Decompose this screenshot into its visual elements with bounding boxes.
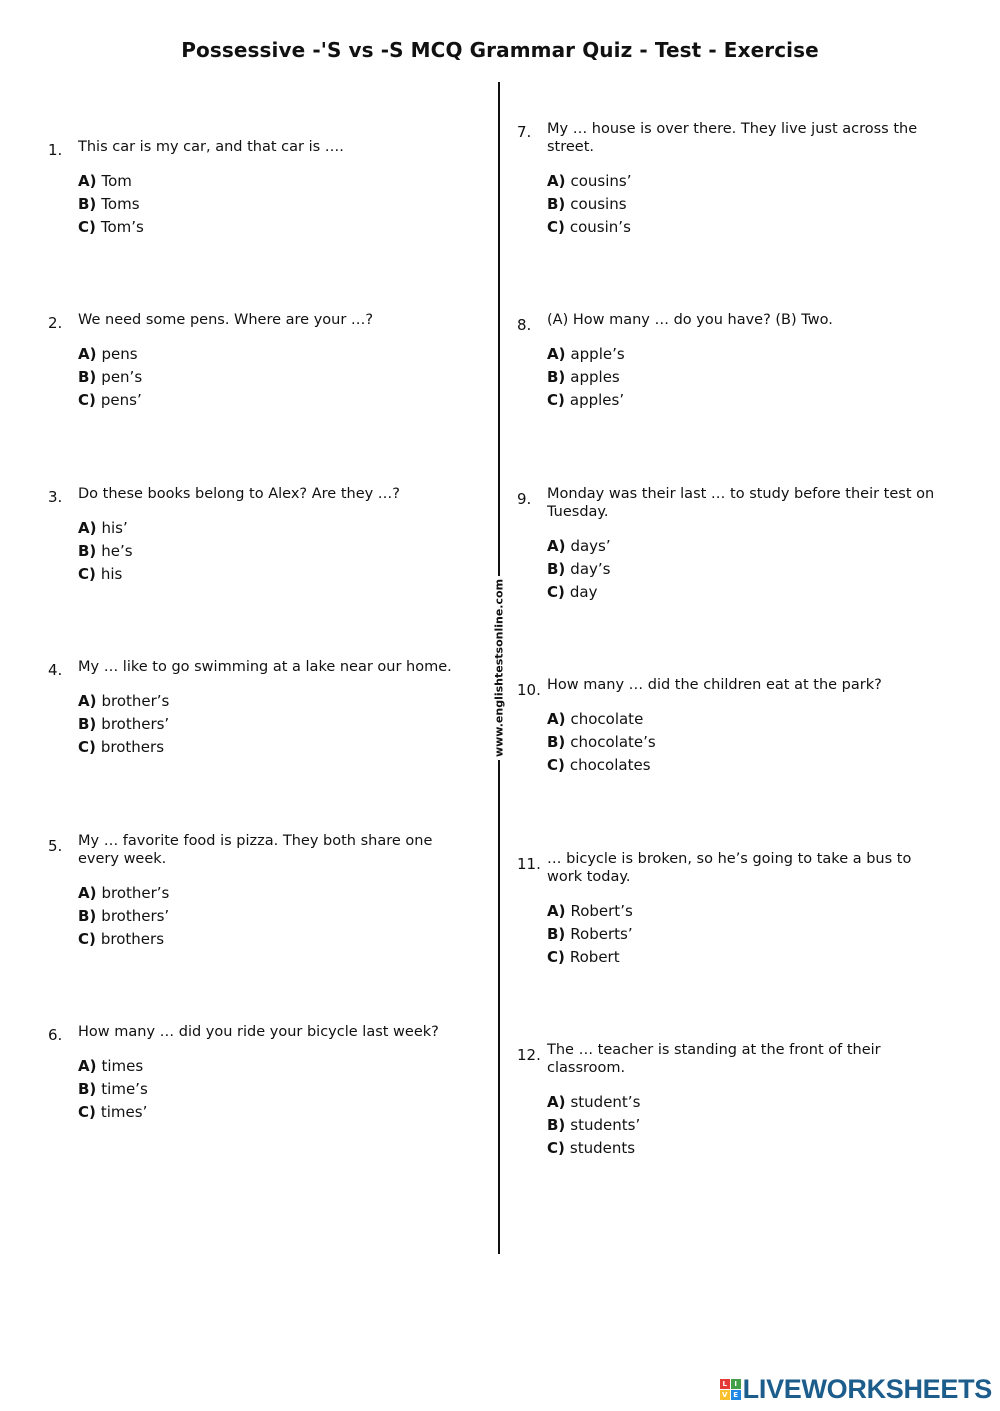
option-text: times <box>101 1057 144 1075</box>
option-b[interactable] <box>547 193 631 216</box>
option-text: cousins’ <box>570 172 632 190</box>
option-text: apples’ <box>569 390 625 409</box>
question-text: My … like to go swimming at a lake near our home. <box>78 659 452 675</box>
question-text: (A) How many … do you have? (B) Two. <box>547 312 833 328</box>
question-number: 4. <box>48 661 63 679</box>
option-letter: C) <box>547 390 565 409</box>
option-b[interactable] <box>78 193 144 216</box>
option-b[interactable] <box>78 905 169 928</box>
option-text: his’ <box>101 519 128 537</box>
option-list <box>547 900 633 968</box>
logo-text: LIVEWORKSHEETS <box>742 1374 992 1404</box>
option-c[interactable] <box>547 581 611 604</box>
option-text: Robert <box>569 947 620 966</box>
option-letter: B) <box>547 1115 566 1134</box>
option-list <box>78 882 169 950</box>
option-b[interactable] <box>547 731 656 754</box>
option-a[interactable] <box>78 170 144 193</box>
option-list <box>78 343 142 411</box>
question-text: This car is my car, and that car is …. <box>78 139 344 155</box>
option-letter: A) <box>78 345 97 363</box>
option-text: day’s <box>570 559 611 578</box>
option-list <box>547 170 631 238</box>
option-letter: B) <box>78 1079 97 1098</box>
option-letter: B) <box>547 732 566 751</box>
option-letter: C) <box>78 564 96 583</box>
question-number: 12. <box>517 1046 541 1064</box>
option-letter: B) <box>547 367 566 386</box>
option-letter: C) <box>78 737 96 756</box>
option-b[interactable] <box>547 1114 640 1137</box>
option-text: student’s <box>570 1093 641 1111</box>
option-c[interactable] <box>547 946 633 969</box>
option-letter: A) <box>78 1057 97 1075</box>
question-number: 2. <box>48 314 63 332</box>
option-letter: B) <box>78 541 97 560</box>
option-letter: C) <box>547 582 565 601</box>
option-b[interactable] <box>78 366 142 389</box>
option-a[interactable] <box>78 517 133 540</box>
option-a[interactable] <box>547 535 611 558</box>
option-b[interactable] <box>78 713 169 736</box>
option-b[interactable] <box>547 923 633 946</box>
option-text: apples <box>570 367 620 386</box>
option-text: pen’s <box>101 367 143 386</box>
option-letter: B) <box>547 559 566 578</box>
side-url-watermark: www.englishtestsonline.com <box>493 576 506 760</box>
option-letter: A) <box>547 345 566 363</box>
question-number: 5. <box>48 837 63 855</box>
option-list <box>547 1091 640 1159</box>
option-letter: C) <box>78 390 96 409</box>
option-text: students <box>569 1138 636 1157</box>
option-letter: B) <box>547 194 566 213</box>
option-c[interactable] <box>78 928 169 951</box>
option-b[interactable] <box>547 366 625 389</box>
option-letter: A) <box>547 902 566 920</box>
option-letter: A) <box>547 1093 566 1111</box>
option-letter: B) <box>547 924 566 943</box>
logo-letter: I <box>731 1379 741 1389</box>
option-text: pens’ <box>100 390 142 409</box>
option-text: days’ <box>570 537 611 555</box>
option-a[interactable] <box>547 343 625 366</box>
option-text: chocolate <box>570 710 644 728</box>
option-a[interactable] <box>547 708 656 731</box>
question-number: 1. <box>48 141 63 159</box>
option-text: brothers’ <box>101 714 170 733</box>
option-text: pens <box>101 345 138 363</box>
option-text: brother’s <box>101 692 170 710</box>
question-text: Do these books belong to Alex? Are they …? <box>78 486 401 502</box>
question-number: 9. <box>517 490 532 508</box>
option-text: Roberts’ <box>570 924 633 943</box>
option-letter: B) <box>78 714 97 733</box>
option-a[interactable] <box>547 170 631 193</box>
liveworksheets-logo[interactable] <box>720 1374 992 1405</box>
option-list <box>78 1055 148 1123</box>
option-text: Tom <box>101 172 132 190</box>
logo-letter: V <box>720 1390 730 1400</box>
question-number: 10. <box>517 681 541 699</box>
option-letter: B) <box>78 194 97 213</box>
option-text: apple’s <box>570 345 625 363</box>
question-text: … bicycle is broken, so he’s going to take a bus to work today. <box>547 851 912 885</box>
question-text: My … favorite food is pizza. They both share one every week. <box>78 833 433 867</box>
option-letter: C) <box>78 217 96 236</box>
option-text: brothers’ <box>101 906 170 925</box>
option-a[interactable] <box>547 900 633 923</box>
option-letter: C) <box>547 947 565 966</box>
option-a[interactable] <box>78 882 169 905</box>
option-letter: A) <box>78 884 97 902</box>
option-letter: A) <box>547 172 566 190</box>
question-number: 6. <box>48 1026 63 1044</box>
option-c[interactable] <box>78 563 133 586</box>
option-a[interactable] <box>78 1055 148 1078</box>
option-letter: C) <box>78 929 96 948</box>
question-text: The … teacher is standing at the front of their classroom. <box>547 1042 881 1076</box>
option-c[interactable] <box>547 754 656 777</box>
option-list <box>547 343 625 411</box>
option-letter: C) <box>547 217 565 236</box>
question-text: My … house is over there. They live just across the street. <box>547 121 918 155</box>
option-c[interactable] <box>547 389 625 412</box>
option-list <box>78 170 144 238</box>
option-a[interactable] <box>547 1091 640 1114</box>
option-letter: A) <box>547 537 566 555</box>
option-text: day <box>569 582 598 601</box>
option-letter: B) <box>78 906 97 925</box>
option-text: his <box>100 564 123 583</box>
question-number: 3. <box>48 488 63 506</box>
question-text: How many … did you ride your bicycle last week? <box>78 1024 439 1040</box>
option-letter: B) <box>78 367 97 386</box>
option-text: time’s <box>101 1079 148 1098</box>
option-letter: A) <box>78 519 97 537</box>
option-text: chocolate’s <box>570 732 656 751</box>
option-a[interactable] <box>78 690 169 713</box>
option-text: Tom’s <box>100 217 144 236</box>
option-letter: C) <box>78 1102 96 1121</box>
option-b[interactable] <box>547 558 611 581</box>
option-text: brothers <box>100 737 165 756</box>
option-letter: A) <box>78 172 97 190</box>
option-text: students’ <box>570 1115 641 1134</box>
option-c[interactable] <box>78 1101 148 1124</box>
question-text: We need some pens. Where are your …? <box>78 312 374 328</box>
question-text: How many … did the children eat at the park? <box>547 677 882 693</box>
option-letter: C) <box>547 1138 565 1157</box>
logo-icon <box>720 1379 741 1400</box>
question-number: 11. <box>517 855 541 873</box>
option-letter: A) <box>78 692 97 710</box>
logo-letter: L <box>720 1379 730 1389</box>
option-c[interactable] <box>78 736 169 759</box>
option-b[interactable] <box>78 540 133 563</box>
option-list <box>78 690 169 758</box>
option-text: brother’s <box>101 884 170 902</box>
page-title: Possessive -'S vs -S MCQ Grammar Quiz - Test - Exercise <box>181 38 819 62</box>
option-c[interactable] <box>78 216 144 239</box>
option-c[interactable] <box>547 216 631 239</box>
question-number: 8. <box>517 316 532 334</box>
option-text: Toms <box>101 194 140 213</box>
option-text: chocolates <box>569 755 651 774</box>
option-letter: C) <box>547 755 565 774</box>
option-text: times’ <box>100 1102 148 1121</box>
option-list <box>547 535 611 603</box>
option-a[interactable] <box>78 343 142 366</box>
option-list <box>547 708 656 776</box>
option-text: Robert’s <box>570 902 633 920</box>
option-b[interactable] <box>78 1078 148 1101</box>
option-c[interactable] <box>78 389 142 412</box>
option-text: he’s <box>101 541 133 560</box>
option-text: brothers <box>100 929 165 948</box>
option-text: cousins <box>570 194 627 213</box>
option-text: cousin’s <box>569 217 631 236</box>
logo-letter: E <box>731 1390 741 1400</box>
option-letter: A) <box>547 710 566 728</box>
option-c[interactable] <box>547 1137 640 1160</box>
question-text: Monday was their last … to study before their test on Tuesday. <box>547 486 935 520</box>
question-number: 7. <box>517 123 532 141</box>
option-list <box>78 517 133 585</box>
